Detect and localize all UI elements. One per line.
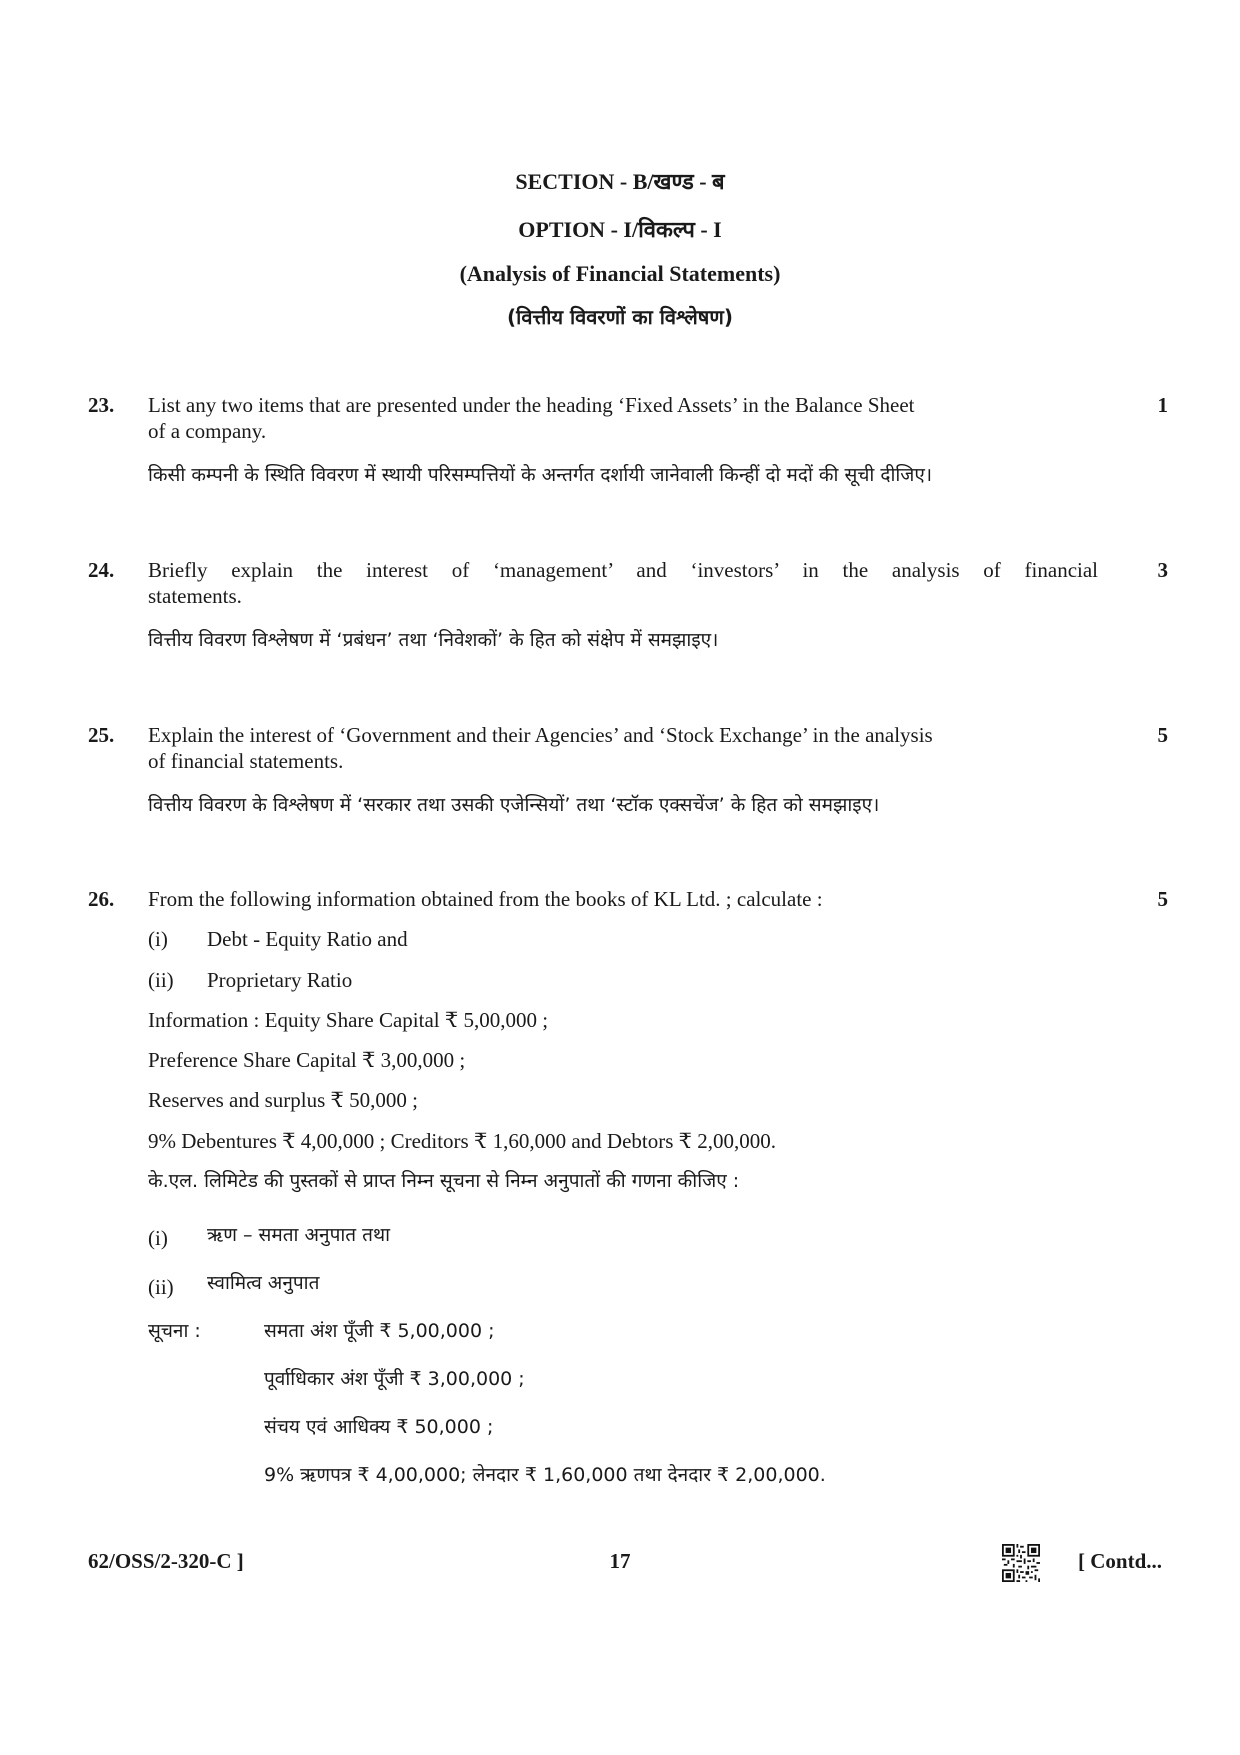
option-title: OPTION - I/विकल्प - I <box>518 217 722 242</box>
question-text-hi: वित्तीय विवरण विश्लेषण में ‘प्रबंधन’ तथा ‘निवेशकों’ के हित को संक्षेप में समझाइए। <box>148 629 719 651</box>
page-number: 17 <box>609 1549 631 1573</box>
item-text: Proprietary Ratio <box>207 968 353 992</box>
subject-hindi: (वित्तीय विवरणों का विश्लेषण) <box>507 305 733 329</box>
section-title: SECTION - B/खण्ड - ब <box>515 169 725 194</box>
question-marks: 1 <box>1157 393 1168 417</box>
question-text-en: Explain the interest of ‘Government and their Agencies’ and ‘Stock Exchange’ in the analysis <box>148 723 933 747</box>
question-25 <box>88 722 1168 832</box>
info-line-hi: समता अंश पूँजी ₹ 5,00,000 ; <box>264 1320 495 1342</box>
question-number: 23. <box>88 393 115 417</box>
question-marks: 5 <box>1157 723 1168 747</box>
question-text-en-cont: of a company. <box>148 419 267 443</box>
question-text-hi: किसी कम्पनी के स्थिति विवरण में स्थायी परिसम्पत्तियों के अन्तर्गत दर्शायी जानेवाली किन्हीं दो मदों की सूची दीजिए। <box>148 464 933 486</box>
info-line-hi: संचय एवं आधिक्य ₹ 50,000 ; <box>264 1416 494 1438</box>
item-text: Debt - Equity Ratio and <box>207 927 408 951</box>
question-23 <box>88 392 1168 502</box>
item-text-hi: ऋण – समता अनुपात तथा <box>207 1224 391 1246</box>
question-intro-hi: के.एल. लिमिटेड की पुस्तकों से प्राप्त निम्न सूचना से निम्न अनुपातों की गणना कीजिए : <box>148 1170 740 1192</box>
item-roman: (i) <box>148 1226 168 1250</box>
question-text-en: Briefly explain the interest of ‘management’ and ‘investors’ in the analysis of financial <box>148 558 1098 582</box>
question-number: 26. <box>88 887 115 911</box>
question-text-en-cont: statements. <box>148 584 242 608</box>
item-roman: (i) <box>148 927 168 951</box>
question-marks: 3 <box>1157 558 1168 582</box>
item-text-hi: स्वामित्व अनुपात <box>207 1272 320 1294</box>
info-line: Preference Share Capital ₹ 3,00,000 ; <box>148 1048 466 1072</box>
info-label-hi: सूचना : <box>148 1320 201 1342</box>
continued-label: [ Contd... <box>1077 1549 1162 1573</box>
question-number: 24. <box>88 558 115 582</box>
question-text-en-cont: of financial statements. <box>148 749 344 773</box>
question-intro-en: From the following information obtained from the books of KL Ltd. ; calculate : <box>148 887 823 911</box>
question-text-en: List any two items that are presented under the heading ‘Fixed Assets’ in the Balance Sheet <box>148 393 915 417</box>
question-text-hi: वित्तीय विवरण के विश्लेषण में ‘सरकार तथा उसकी एजेन्सियों’ तथा ‘स्टॉक एक्सचेंज’ के हित को समझाइए। <box>148 794 880 816</box>
item-roman: (ii) <box>148 968 174 992</box>
question-number: 25. <box>88 723 115 747</box>
info-line: Information : Equity Share Capital ₹ 5,00,000 ; <box>148 1008 549 1032</box>
subject-english: (Analysis of Financial Statements) <box>459 261 781 286</box>
info-line-hi: 9% ऋणपत्र ₹ 4,00,000; लेनदार ₹ 1,60,000 तथा देनदार ₹ 2,00,000. <box>264 1464 826 1486</box>
qr-code-icon <box>1002 1544 1040 1582</box>
info-line: 9% Debentures ₹ 4,00,000 ; Creditors ₹ 1,60,000 and Debtors ₹ 2,00,000. <box>148 1129 777 1153</box>
question-marks: 5 <box>1157 887 1168 911</box>
paper-code: 62/OSS/2-320-C ] <box>88 1549 244 1573</box>
info-line-hi: पूर्वाधिकार अंश पूँजी ₹ 3,00,000 ; <box>264 1368 525 1390</box>
question-24 <box>88 557 1168 667</box>
info-line: Reserves and surplus ₹ 50,000 ; <box>148 1088 418 1112</box>
item-roman: (ii) <box>148 1275 174 1299</box>
